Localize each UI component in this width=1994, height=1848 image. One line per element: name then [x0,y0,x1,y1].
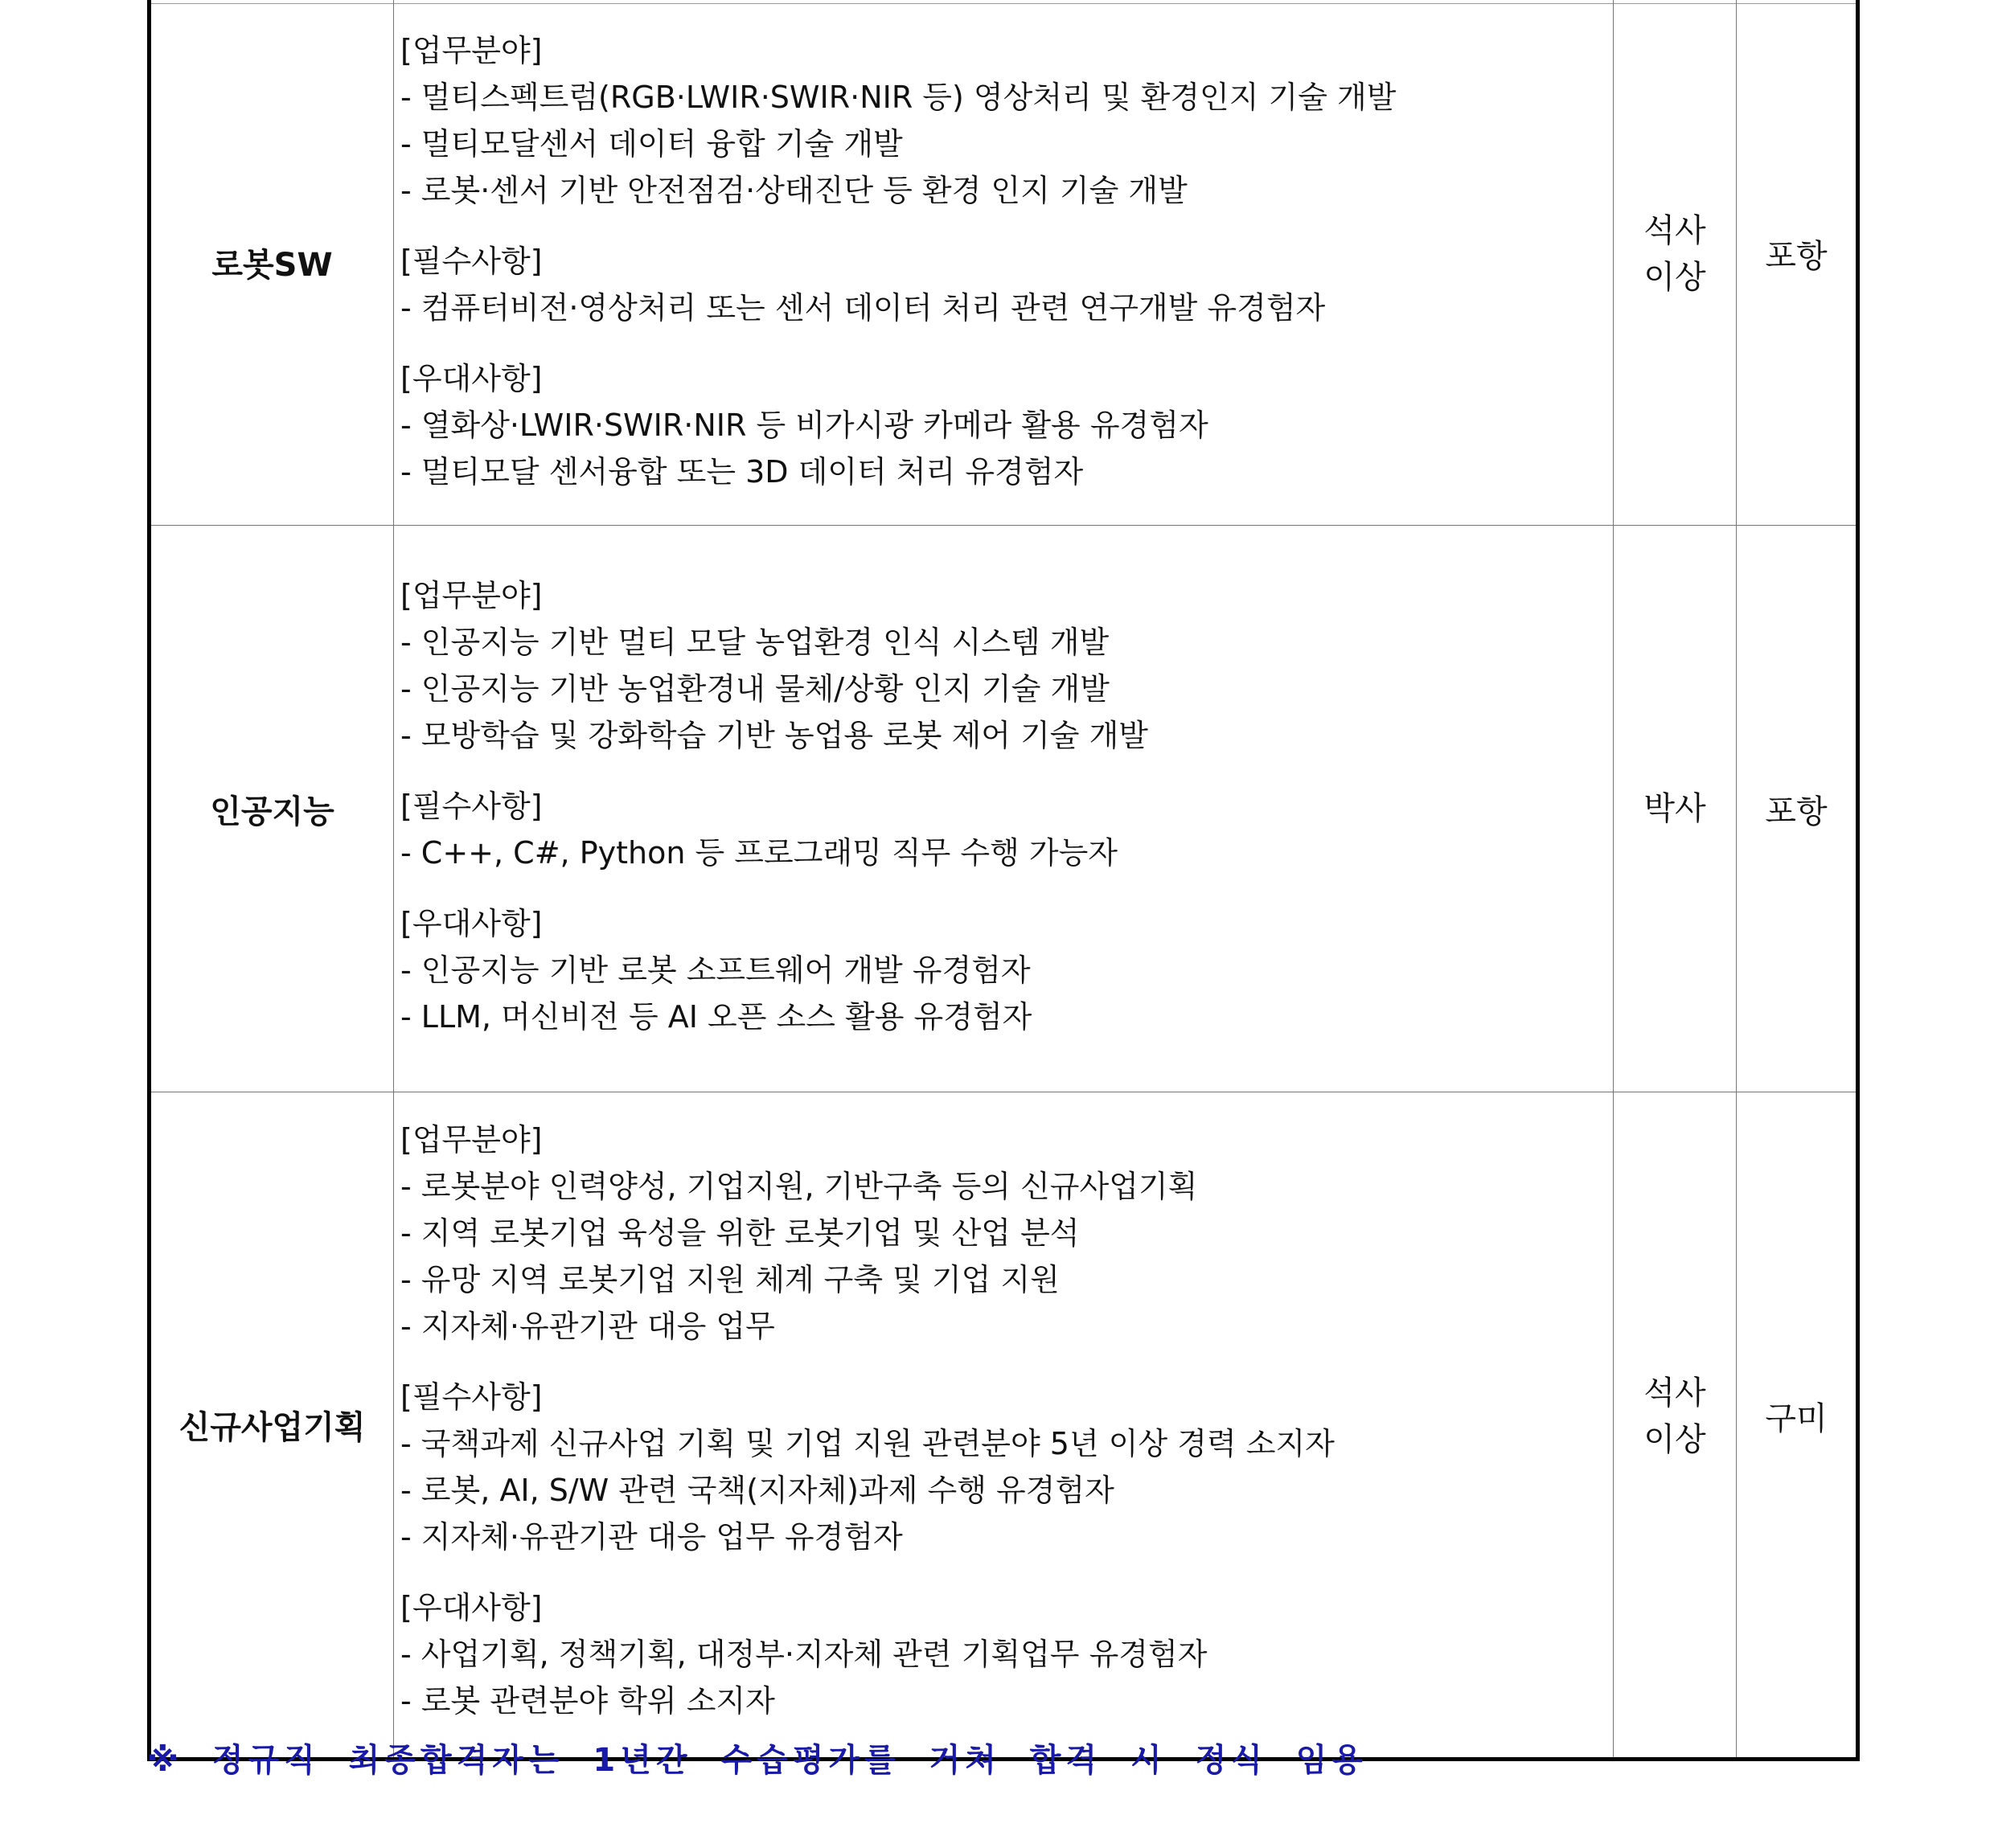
requirement-heading: [필수사항] [400,1379,543,1415]
table-row [151,1092,1856,1757]
requirement-item: - 지자체·유관기관 대응 업무 유경험자 [400,1519,903,1555]
preference-item: - 멀티모달 센서융합 또는 3D 데이터 처리 유경험자 [400,454,1084,490]
job-description [394,526,1614,1092]
requirement-item: - 컴퓨터비전·영상처리 또는 센서 데이터 처리 관련 연구개발 유경험자 [400,290,1326,326]
preference-heading: [우대사항] [400,1590,543,1625]
location-text: 포항 [1765,793,1828,830]
work-item: - 모방학습 및 강화학습 기반 농업용 로봇 제어 기술 개발 [400,718,1149,753]
probation-note: ※ 정규직 최종합격자는 1년간 수습평가를 거쳐 합격 시 정식 임용 [147,1742,1368,1779]
preference-item: - LLM, 머신비전 등 AI 오픈 소스 활용 유경험자 [400,999,1032,1035]
degree-requirement [1614,1092,1737,1757]
job-description [394,0,1614,525]
field-name: 인공지능 [151,526,394,1092]
field-name: 신규사업기획 [151,1092,394,1757]
work-heading: [업무분야] [400,578,543,613]
preference-heading: [우대사항] [400,906,543,941]
work-item: - 멀티모달센서 데이터 융합 기술 개발 [400,126,903,162]
location-text: 구미 [1765,1400,1828,1437]
degree-line: 이상 [1643,1420,1706,1458]
requirement-heading: [필수사항] [400,789,543,824]
work-item: - 지역 로봇기업 육성을 위한 로봇기업 및 산업 분석 [400,1215,1080,1251]
work-location [1737,526,1856,1092]
work-item: - 로봇분야 인력양성, 기업지원, 기반구축 등의 신규사업기획 [400,1169,1198,1204]
location-text: 포항 [1765,238,1828,275]
work-item: - 멀티스펙트럼(RGB·LWIR·SWIR·NIR 등) 영상처리 및 환경인지 기술 개발 [400,80,1397,115]
degree-line: 석사 [1643,211,1706,249]
requirement-item: - 로봇, AI, S/W 관련 국책(지자체)과제 수행 유경험자 [400,1473,1114,1508]
degree-requirement [1614,0,1737,525]
table-row [151,0,1856,525]
degree-line: 석사 [1643,1374,1706,1412]
work-location [1737,0,1856,525]
job-description [394,1092,1614,1757]
table-row [151,525,1856,1092]
work-location [1737,1092,1856,1757]
degree-line: 이상 [1643,258,1706,296]
degree-line: 박사 [1643,790,1706,827]
preference-item: - 열화상·LWIR·SWIR·NIR 등 비가시광 카메라 활용 유경험자 [400,408,1208,443]
preference-item: - 로봇 관련분야 학위 소지자 [400,1683,775,1719]
requirement-heading: [필수사항] [400,244,543,279]
job-table [147,0,1860,1761]
field-name: 로봇SW [151,0,394,525]
preference-heading: [우대사항] [400,361,543,396]
requirement-item: - 국책과제 신규사업 기획 및 기업 지원 관련분야 5년 이상 경력 소지자 [400,1426,1335,1461]
degree-requirement [1614,526,1737,1092]
work-item: - 로봇·센서 기반 안전점검·상태진단 등 환경 인지 기술 개발 [400,173,1188,208]
work-item: - 인공지능 기반 멀티 모달 농업환경 인식 시스템 개발 [400,625,1110,660]
work-item: - 유망 지역 로봇기업 지원 체계 구축 및 기업 지원 [400,1262,1060,1297]
work-heading: [업무분야] [400,1122,543,1158]
work-item: - 인공지능 기반 농업환경내 물체/상황 인지 기술 개발 [400,671,1110,707]
work-item: - 지자체·유관기관 대응 업무 [400,1309,775,1344]
preference-item: - 사업기획, 정책기획, 대정부·지자체 관련 기획업무 유경험자 [400,1637,1208,1672]
preference-item: - 인공지능 기반 로봇 소프트웨어 개발 유경험자 [400,953,1031,988]
work-heading: [업무분야] [400,33,543,68]
requirement-item: - C++, C#, Python 등 프로그래밍 직무 수행 가능자 [400,835,1118,871]
